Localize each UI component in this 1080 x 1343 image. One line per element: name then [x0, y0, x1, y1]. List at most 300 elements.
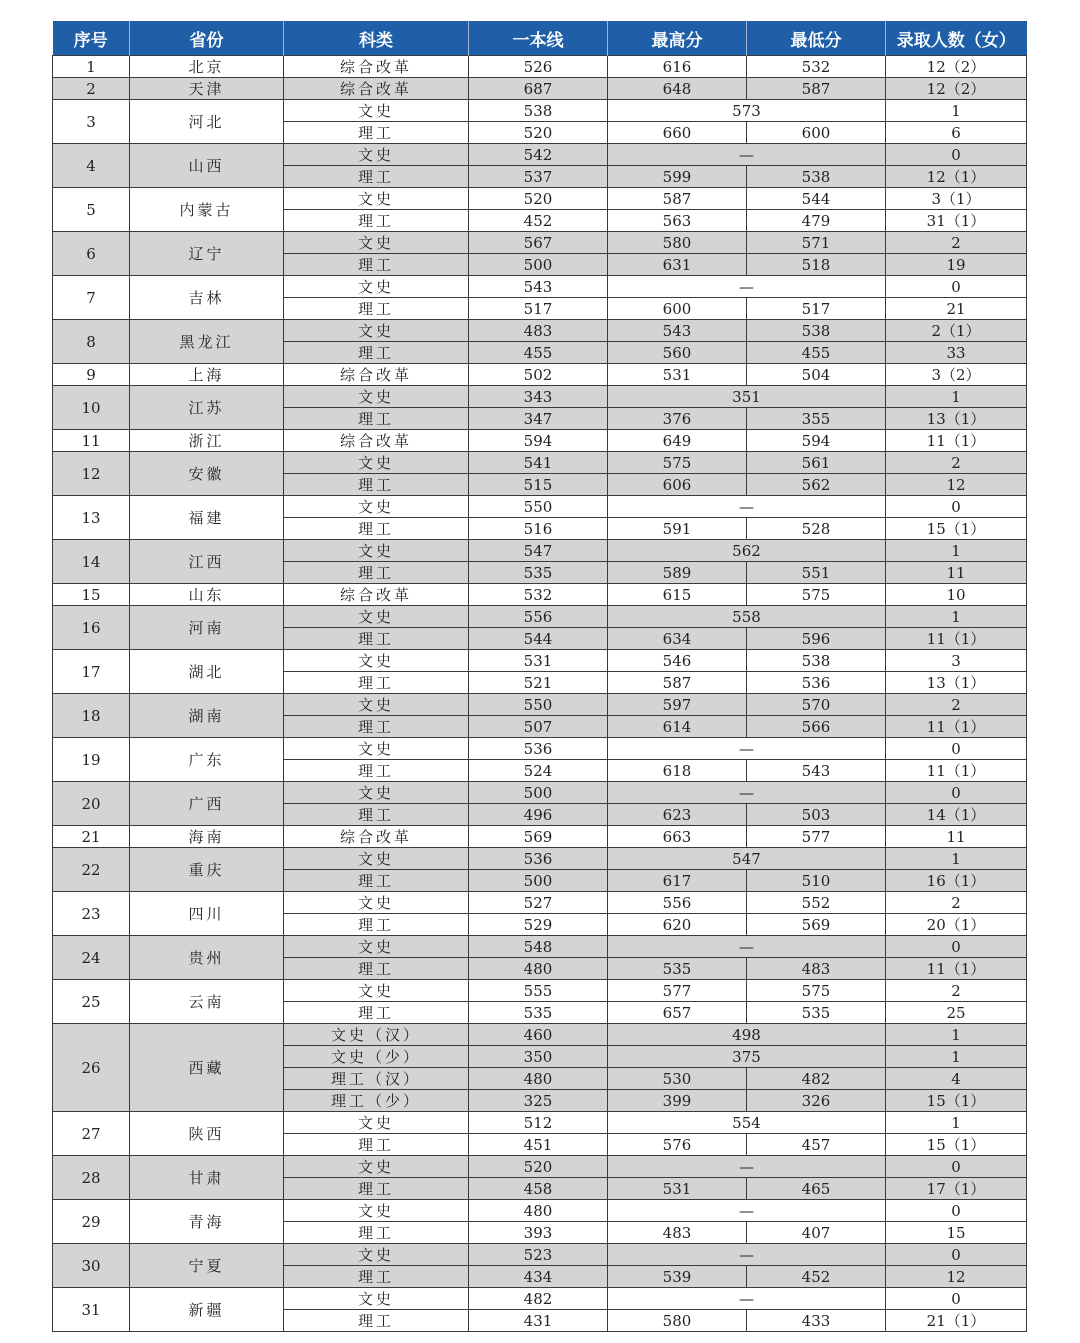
min-score-cell: 452: [747, 1266, 886, 1288]
category-cell: 理工: [284, 1310, 469, 1332]
province-name: 天津: [130, 78, 284, 100]
table-row: [53, 980, 1027, 1002]
row-index: 2: [53, 78, 130, 100]
tier-one-line-cell: 531: [469, 650, 608, 672]
score-merged-cell: —: [608, 144, 886, 166]
min-score-cell: 407: [747, 1222, 886, 1244]
tier-one-line-cell: 537: [469, 166, 608, 188]
admission-scores-table-container: [52, 21, 1026, 1332]
max-score-cell: 563: [608, 210, 747, 232]
max-score-cell: 600: [608, 298, 747, 320]
category-cell: 理工: [284, 562, 469, 584]
row-index: 30: [53, 1244, 130, 1288]
tier-one-line-cell: 526: [469, 56, 608, 78]
province-name: 陕西: [130, 1112, 284, 1156]
table-row: [53, 606, 1027, 628]
score-merged-cell: —: [608, 782, 886, 804]
province-name: 河北: [130, 100, 284, 144]
tier-one-line-cell: 555: [469, 980, 608, 1002]
province-name: 山东: [130, 584, 284, 606]
category-cell: 理工: [284, 210, 469, 232]
tier-one-line-cell: 532: [469, 584, 608, 606]
province-name: 山西: [130, 144, 284, 188]
admitted-count-cell: 10: [886, 584, 1027, 606]
tier-one-line-cell: 547: [469, 540, 608, 562]
province-name: 甘肃: [130, 1156, 284, 1200]
max-score-cell: 616: [608, 56, 747, 78]
tier-one-line-cell: 458: [469, 1178, 608, 1200]
score-merged-cell: 573: [608, 100, 886, 122]
tier-one-line-cell: 569: [469, 826, 608, 848]
category-cell: 文史（少）: [284, 1046, 469, 1068]
tier-one-line-cell: 541: [469, 452, 608, 474]
score-merged-cell: —: [608, 738, 886, 760]
table-row: [53, 56, 1027, 78]
max-score-cell: 576: [608, 1134, 747, 1156]
table-row: [53, 452, 1027, 474]
score-merged-cell: 547: [608, 848, 886, 870]
admitted-count-cell: 13（1）: [886, 408, 1027, 430]
max-score-cell: 560: [608, 342, 747, 364]
max-score-cell: 660: [608, 122, 747, 144]
tier-one-line-cell: 538: [469, 100, 608, 122]
tier-one-line-cell: 393: [469, 1222, 608, 1244]
table-row: [53, 892, 1027, 914]
admitted-count-cell: 11: [886, 562, 1027, 584]
row-index: 19: [53, 738, 130, 782]
row-index: 10: [53, 386, 130, 430]
table-row: [53, 430, 1027, 452]
admitted-count-cell: 15（1）: [886, 518, 1027, 540]
category-cell: 综合改革: [284, 364, 469, 386]
max-score-cell: 617: [608, 870, 747, 892]
admitted-count-cell: 20（1）: [886, 914, 1027, 936]
max-score-cell: 648: [608, 78, 747, 100]
tier-one-line-cell: 325: [469, 1090, 608, 1112]
table-row: [53, 1288, 1027, 1310]
category-cell: 文史（汉）: [284, 1024, 469, 1046]
admitted-count-cell: 0: [886, 1288, 1027, 1310]
row-index: 17: [53, 650, 130, 694]
tier-one-line-cell: 520: [469, 188, 608, 210]
row-index: 31: [53, 1288, 130, 1332]
admitted-count-cell: 4: [886, 1068, 1027, 1090]
row-index: 28: [53, 1156, 130, 1200]
table-row: [53, 584, 1027, 606]
category-cell: 理工: [284, 298, 469, 320]
max-score-cell: 556: [608, 892, 747, 914]
admitted-count-cell: 1: [886, 386, 1027, 408]
category-cell: 理工: [284, 1134, 469, 1156]
province-name: 浙江: [130, 430, 284, 452]
category-cell: 理工: [284, 518, 469, 540]
admitted-count-cell: 0: [886, 1156, 1027, 1178]
min-score-cell: 482: [747, 1068, 886, 1090]
admitted-count-cell: 11（1）: [886, 716, 1027, 738]
min-score-cell: 538: [747, 320, 886, 342]
min-score-cell: 575: [747, 584, 886, 606]
admitted-count-cell: 3: [886, 650, 1027, 672]
min-score-cell: 455: [747, 342, 886, 364]
admitted-count-cell: 1: [886, 1112, 1027, 1134]
row-index: 13: [53, 496, 130, 540]
table-row: [53, 650, 1027, 672]
table-row: [53, 1200, 1027, 1222]
category-cell: 文史: [284, 694, 469, 716]
tier-one-line-cell: 687: [469, 78, 608, 100]
province-name: 江苏: [130, 386, 284, 430]
min-score-cell: 504: [747, 364, 886, 386]
min-score-cell: 538: [747, 650, 886, 672]
tier-one-line-cell: 544: [469, 628, 608, 650]
table-row: [53, 1156, 1027, 1178]
tier-one-line-cell: 529: [469, 914, 608, 936]
tier-one-line-cell: 517: [469, 298, 608, 320]
tier-one-line-cell: 516: [469, 518, 608, 540]
min-score-cell: 575: [747, 980, 886, 1002]
province-name: 贵州: [130, 936, 284, 980]
category-cell: 文史: [284, 276, 469, 298]
province-name: 四川: [130, 892, 284, 936]
admitted-count-cell: 6: [886, 122, 1027, 144]
min-score-cell: 528: [747, 518, 886, 540]
table-row: [53, 738, 1027, 760]
max-score-cell: 614: [608, 716, 747, 738]
tier-one-line-cell: 527: [469, 892, 608, 914]
category-cell: 综合改革: [284, 78, 469, 100]
tier-one-line-cell: 350: [469, 1046, 608, 1068]
min-score-cell: 517: [747, 298, 886, 320]
tier-one-line-cell: 556: [469, 606, 608, 628]
score-merged-cell: —: [608, 1288, 886, 1310]
category-cell: 文史: [284, 1200, 469, 1222]
admitted-count-cell: 12（2）: [886, 56, 1027, 78]
province-name: 安徽: [130, 452, 284, 496]
table-row: [53, 694, 1027, 716]
tier-one-line-cell: 460: [469, 1024, 608, 1046]
tier-one-line-cell: 455: [469, 342, 608, 364]
category-cell: 文史: [284, 188, 469, 210]
admission-scores-table: [52, 21, 1027, 1332]
table-row: [53, 496, 1027, 518]
tier-one-line-cell: 480: [469, 958, 608, 980]
min-score-cell: 518: [747, 254, 886, 276]
category-cell: 文史: [284, 980, 469, 1002]
min-score-cell: 552: [747, 892, 886, 914]
score-merged-cell: 375: [608, 1046, 886, 1068]
row-index: 7: [53, 276, 130, 320]
max-score-cell: 376: [608, 408, 747, 430]
table-body: [53, 56, 1027, 1332]
min-score-cell: 535: [747, 1002, 886, 1024]
tier-one-line-cell: 550: [469, 496, 608, 518]
tier-one-line-cell: 480: [469, 1200, 608, 1222]
admitted-count-cell: 1: [886, 100, 1027, 122]
tier-one-line-cell: 500: [469, 870, 608, 892]
min-score-cell: 569: [747, 914, 886, 936]
category-cell: 文史: [284, 452, 469, 474]
category-cell: 理工: [284, 870, 469, 892]
admitted-count-cell: 15: [886, 1222, 1027, 1244]
row-index: 6: [53, 232, 130, 276]
tier-one-line-cell: 567: [469, 232, 608, 254]
header-province: 省份: [130, 21, 284, 56]
tier-one-line-cell: 483: [469, 320, 608, 342]
tier-one-line-cell: 520: [469, 122, 608, 144]
category-cell: 理工: [284, 342, 469, 364]
admitted-count-cell: 2: [886, 892, 1027, 914]
score-merged-cell: 562: [608, 540, 886, 562]
row-index: 9: [53, 364, 130, 386]
min-score-cell: 594: [747, 430, 886, 452]
table-row: [53, 100, 1027, 122]
min-score-cell: 532: [747, 56, 886, 78]
admitted-count-cell: 11（1）: [886, 958, 1027, 980]
admitted-count-cell: 0: [886, 1200, 1027, 1222]
max-score-cell: 546: [608, 650, 747, 672]
category-cell: 综合改革: [284, 430, 469, 452]
max-score-cell: 663: [608, 826, 747, 848]
header-admitted-count: 录取人数（女）: [886, 21, 1027, 56]
admitted-count-cell: 19: [886, 254, 1027, 276]
province-name: 海南: [130, 826, 284, 848]
max-score-cell: 577: [608, 980, 747, 1002]
category-cell: 文史: [284, 320, 469, 342]
category-cell: 理工: [284, 804, 469, 826]
max-score-cell: 587: [608, 188, 747, 210]
tier-one-line-cell: 347: [469, 408, 608, 430]
max-score-cell: 615: [608, 584, 747, 606]
min-score-cell: 355: [747, 408, 886, 430]
admitted-count-cell: 0: [886, 1244, 1027, 1266]
province-name: 青海: [130, 1200, 284, 1244]
row-index: 20: [53, 782, 130, 826]
category-cell: 理工: [284, 1266, 469, 1288]
category-cell: 文史: [284, 540, 469, 562]
row-index: 5: [53, 188, 130, 232]
tier-one-line-cell: 543: [469, 276, 608, 298]
table-row: [53, 826, 1027, 848]
tier-one-line-cell: 431: [469, 1310, 608, 1332]
row-index: 4: [53, 144, 130, 188]
province-name: 内蒙古: [130, 188, 284, 232]
row-index: 8: [53, 320, 130, 364]
row-index: 16: [53, 606, 130, 650]
admitted-count-cell: 0: [886, 738, 1027, 760]
row-index: 23: [53, 892, 130, 936]
table-row: [53, 1244, 1027, 1266]
category-cell: 文史: [284, 232, 469, 254]
row-index: 14: [53, 540, 130, 584]
category-cell: 综合改革: [284, 56, 469, 78]
admitted-count-cell: 15（1）: [886, 1134, 1027, 1156]
tier-one-line-cell: 521: [469, 672, 608, 694]
min-score-cell: 571: [747, 232, 886, 254]
province-name: 河南: [130, 606, 284, 650]
tier-one-line-cell: 542: [469, 144, 608, 166]
max-score-cell: 589: [608, 562, 747, 584]
category-cell: 理工: [284, 716, 469, 738]
max-score-cell: 591: [608, 518, 747, 540]
province-name: 上海: [130, 364, 284, 386]
tier-one-line-cell: 434: [469, 1266, 608, 1288]
admitted-count-cell: 1: [886, 1024, 1027, 1046]
table-row: [53, 144, 1027, 166]
min-score-cell: 465: [747, 1178, 886, 1200]
category-cell: 文史: [284, 100, 469, 122]
tier-one-line-cell: 535: [469, 562, 608, 584]
table-row: [53, 1024, 1027, 1046]
score-merged-cell: 351: [608, 386, 886, 408]
score-merged-cell: 558: [608, 606, 886, 628]
min-score-cell: 510: [747, 870, 886, 892]
tier-one-line-cell: 507: [469, 716, 608, 738]
min-score-cell: 326: [747, 1090, 886, 1112]
header-max-score: 最高分: [608, 21, 747, 56]
province-name: 重庆: [130, 848, 284, 892]
category-cell: 文史: [284, 650, 469, 672]
province-name: 江西: [130, 540, 284, 584]
min-score-cell: 479: [747, 210, 886, 232]
max-score-cell: 530: [608, 1068, 747, 1090]
header-index: 序号: [53, 21, 130, 56]
min-score-cell: 544: [747, 188, 886, 210]
max-score-cell: 535: [608, 958, 747, 980]
row-index: 27: [53, 1112, 130, 1156]
admitted-count-cell: 0: [886, 144, 1027, 166]
admitted-count-cell: 21（1）: [886, 1310, 1027, 1332]
admitted-count-cell: 21: [886, 298, 1027, 320]
category-cell: 综合改革: [284, 584, 469, 606]
table-row: [53, 364, 1027, 386]
min-score-cell: 596: [747, 628, 886, 650]
max-score-cell: 649: [608, 430, 747, 452]
header-row: [53, 21, 1027, 56]
tier-one-line-cell: 536: [469, 738, 608, 760]
province-name: 辽宁: [130, 232, 284, 276]
min-score-cell: 577: [747, 826, 886, 848]
max-score-cell: 618: [608, 760, 747, 782]
score-merged-cell: —: [608, 496, 886, 518]
admitted-count-cell: 33: [886, 342, 1027, 364]
admitted-count-cell: 16（1）: [886, 870, 1027, 892]
max-score-cell: 531: [608, 364, 747, 386]
score-merged-cell: 554: [608, 1112, 886, 1134]
tier-one-line-cell: 482: [469, 1288, 608, 1310]
min-score-cell: 543: [747, 760, 886, 782]
admitted-count-cell: 2: [886, 980, 1027, 1002]
row-index: 25: [53, 980, 130, 1024]
row-index: 11: [53, 430, 130, 452]
admitted-count-cell: 17（1）: [886, 1178, 1027, 1200]
category-cell: 理工: [284, 760, 469, 782]
max-score-cell: 531: [608, 1178, 747, 1200]
category-cell: 理工（少）: [284, 1090, 469, 1112]
admitted-count-cell: 0: [886, 782, 1027, 804]
row-index: 29: [53, 1200, 130, 1244]
category-cell: 理工: [284, 1178, 469, 1200]
table-row: [53, 782, 1027, 804]
max-score-cell: 483: [608, 1222, 747, 1244]
max-score-cell: 587: [608, 672, 747, 694]
table-row: [53, 1112, 1027, 1134]
tier-one-line-cell: 500: [469, 782, 608, 804]
tier-one-line-cell: 451: [469, 1134, 608, 1156]
row-index: 18: [53, 694, 130, 738]
min-score-cell: 566: [747, 716, 886, 738]
min-score-cell: 562: [747, 474, 886, 496]
category-cell: 文史: [284, 606, 469, 628]
table-row: [53, 78, 1027, 100]
min-score-cell: 433: [747, 1310, 886, 1332]
admitted-count-cell: 15（1）: [886, 1090, 1027, 1112]
row-index: 3: [53, 100, 130, 144]
category-cell: 文史: [284, 892, 469, 914]
admitted-count-cell: 12: [886, 1266, 1027, 1288]
max-score-cell: 543: [608, 320, 747, 342]
score-merged-cell: —: [608, 1244, 886, 1266]
tier-one-line-cell: 550: [469, 694, 608, 716]
min-score-cell: 536: [747, 672, 886, 694]
category-cell: 文史: [284, 1244, 469, 1266]
tier-one-line-cell: 496: [469, 804, 608, 826]
admitted-count-cell: 0: [886, 276, 1027, 298]
category-cell: 文史: [284, 144, 469, 166]
min-score-cell: 457: [747, 1134, 886, 1156]
table-row: [53, 848, 1027, 870]
category-cell: 理工: [284, 254, 469, 276]
row-index: 24: [53, 936, 130, 980]
province-name: 广东: [130, 738, 284, 782]
province-name: 湖北: [130, 650, 284, 694]
admitted-count-cell: 31（1）: [886, 210, 1027, 232]
row-index: 12: [53, 452, 130, 496]
admitted-count-cell: 25: [886, 1002, 1027, 1024]
province-name: 福建: [130, 496, 284, 540]
max-score-cell: 606: [608, 474, 747, 496]
min-score-cell: 538: [747, 166, 886, 188]
score-merged-cell: —: [608, 276, 886, 298]
table-row: [53, 936, 1027, 958]
tier-one-line-cell: 512: [469, 1112, 608, 1134]
score-merged-cell: 498: [608, 1024, 886, 1046]
admitted-count-cell: 3（2）: [886, 364, 1027, 386]
min-score-cell: 561: [747, 452, 886, 474]
province-name: 湖南: [130, 694, 284, 738]
tier-one-line-cell: 452: [469, 210, 608, 232]
tier-one-line-cell: 343: [469, 386, 608, 408]
tier-one-line-cell: 480: [469, 1068, 608, 1090]
max-score-cell: 575: [608, 452, 747, 474]
header-tier-one-line: 一本线: [469, 21, 608, 56]
table-header: [53, 21, 1027, 56]
category-cell: 理工: [284, 672, 469, 694]
table-row: [53, 276, 1027, 298]
category-cell: 文史: [284, 848, 469, 870]
min-score-cell: 587: [747, 78, 886, 100]
admitted-count-cell: 1: [886, 848, 1027, 870]
min-score-cell: 570: [747, 694, 886, 716]
category-cell: 理工: [284, 408, 469, 430]
province-name: 广西: [130, 782, 284, 826]
max-score-cell: 597: [608, 694, 747, 716]
admitted-count-cell: 12: [886, 474, 1027, 496]
category-cell: 文史: [284, 1288, 469, 1310]
min-score-cell: 483: [747, 958, 886, 980]
category-cell: 文史: [284, 1156, 469, 1178]
admitted-count-cell: 2: [886, 694, 1027, 716]
category-cell: 理工: [284, 1002, 469, 1024]
